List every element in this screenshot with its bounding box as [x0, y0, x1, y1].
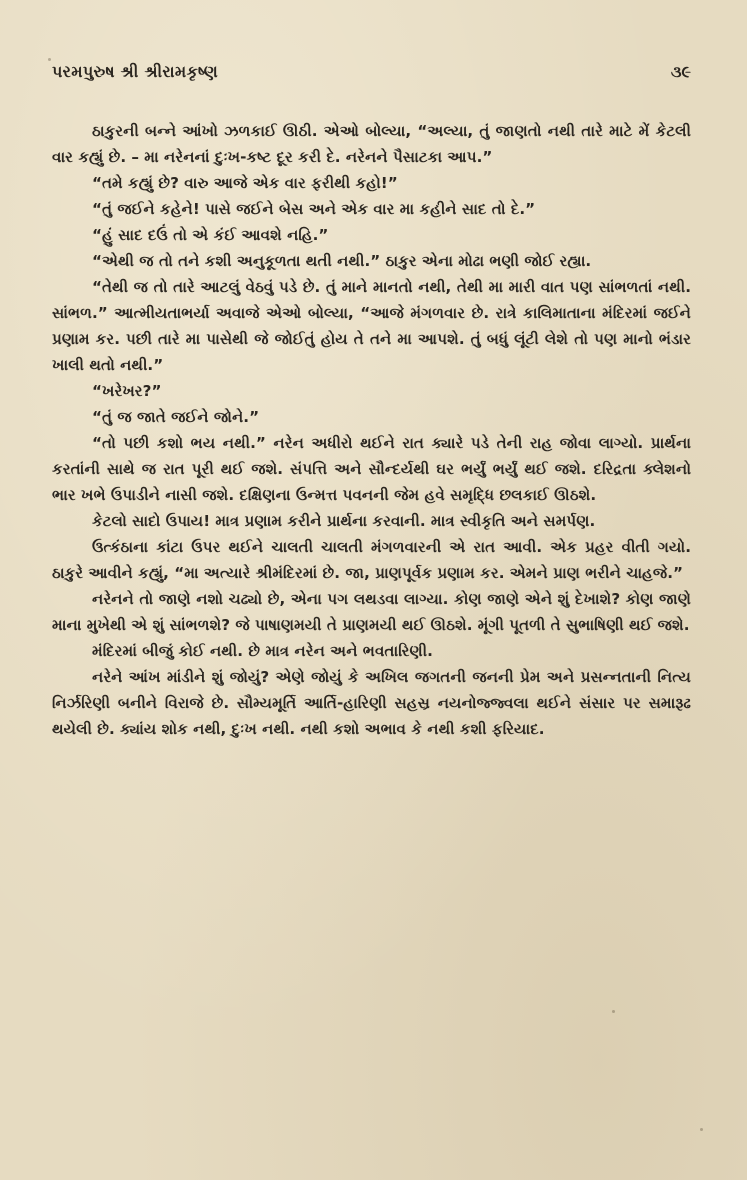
body-text [52, 118, 691, 742]
paragraph: “તું જઈને કહેને! પાસે જઈને બેસ અને એક વાર મા કહીને સાદ તો દે.” [92, 200, 536, 218]
paper-speck [612, 1010, 615, 1013]
paragraph: નરેનને તો જાણે નશો ચઢ્યો છે, એના પગ લથડવા લાગ્યા. કોણ જાણે એને શું દેખાશે? કોણ જાણે માના મુખેથી એ શું સાંભળશે? જે પાષાણમયી તે પ્રાણમયી થઈ ઊઠશે. મૂંગી પૂતળી તે સુભાષિણી થઈ જશે. [52, 590, 691, 634]
running-head: પરમપુરુષ શ્રી શ્રીરામકૃષ્ણ [52, 62, 219, 81]
paragraph: મંદિરમાં બીજું કોઈ નથી. છે માત્ર નરેન અને ભવતારિણી. [92, 642, 433, 660]
paragraph: ઉત્કંઠાના કાંટા ઉપર થઈને ચાલતી ચાલતી મંગળવારની એ રાત આવી. એક પ્રહર વીતી ગયો. ઠાકુરે આવીને કહ્યું, “મા અત્યારે શ્રીમંદિરમાં છે. જા, પ્રાણપૂર્વક પ્રણામ કર. એમને પ્રાણ ભરીને ચાહજે.” [52, 538, 691, 582]
page-header [52, 62, 691, 92]
paragraph: કેટલો સાદો ઉપાય! માત્ર પ્રણામ કરીને પ્રાર્થના કરવાની. માત્ર સ્વીકૃતિ અને સમર્પણ. [92, 512, 596, 530]
paper-speck [48, 58, 51, 61]
paragraph: નરેને આંખ માંડીને શું જોયું? એણે જોયું કે અખિલ જગતની જનની પ્રેમ અને પ્રસન્નતાની નિત્ય નિર્ઝરિણી બનીને વિરાજે છે. સૌમ્યમૂર્તિ આર્તિ-હારિણી સહસ્ર નયનોજ્જ્વલા થઈને સંસાર પર સમારૂઢ થયેલી છે. ક્યાંય શોક નથી, દુઃખ નથી. નથી કશો અભાવ કે નથી કશી ફરિયાદ. [52, 668, 691, 738]
paragraph: “તેથી જ તો તારે આટલું વેઠવું પડે છે. તું માને માનતો નથી, તેથી મા મારી વાત પણ સાંભળતાં નથી. સાંભળ.” આત્મીયતાભર્યા અવાજે એઓ બોલ્યા, “આજે મંગળવાર છે. રાત્રે કાલિમાતાના મંદિરમાં જઈને પ્રણામ કર. પછી તારે મા પાસેથી જે જોઈતું હોય તે તને મા આપશે. તું બધું લૂંટી લેશે તો પણ માનો ભંડાર ખાલી થતો નથી.” [52, 278, 691, 374]
page-number: ૩૯ [670, 62, 691, 81]
paragraph: ઠાકુરની બન્ને આંખો ઝળકાઈ ઊઠી. એઓ બોલ્યા, “અલ્યા, તું જાણતો નથી તારે માટે મેં કેટલી વાર કહ્યું છે. – મા નરેનનાં દુઃખ-કષ્ટ દૂર કરી દે. નરેનને પૈસાટકા આપ.” [52, 122, 691, 166]
paragraph: “તું જ જાતે જઈને જોને.” [92, 408, 260, 426]
paragraph: “તો પછી કશો ભય નથી.” નરેન અધીરો થઈને રાત ક્યારે પડે તેની રાહ જોવા લાગ્યો. પ્રાર્થના કરતાંની સાથે જ રાત પૂરી થઈ જશે. સંપત્તિ અને સૌન્દર્યથી ઘર ભર્યું ભર્યું થઈ જશે. દરિદ્રતા ક્લેશનો ભાર ખભે ઉપાડીને નાસી જશે. દક્ષિણના ઉન્મત્ત પવનની જેમ હવે સમૃદ્ધિ છલકાઈ ઊઠશે. [52, 434, 691, 504]
paragraph: “ખરેખર?” [92, 382, 162, 400]
paragraph: “હું સાદ દઉં તો એ કંઈ આવશે નહિ.” [92, 226, 329, 244]
paragraph: “એથી જ તો તને કશી અનુકૂળતા થતી નથી.” ઠાકુર એના મોઢા ભણી જોઈ રહ્યા. [92, 252, 592, 270]
paragraph: “તમે કહ્યું છે? વારુ આજે એક વાર ફરીથી કહો!” [92, 174, 398, 192]
paper-speck [700, 1128, 703, 1131]
